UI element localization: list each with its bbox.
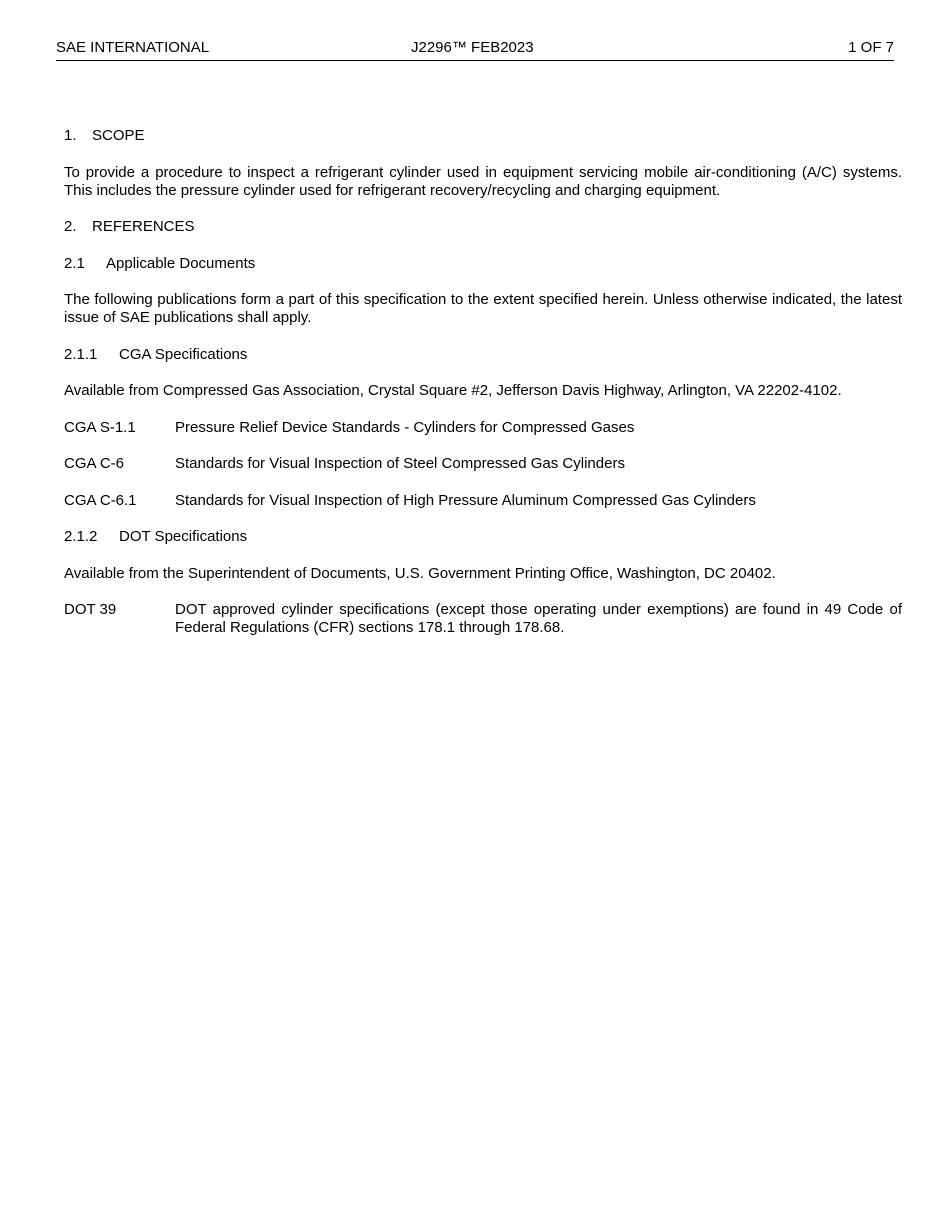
dot-availability-paragraph: Available from the Superintendent of Documents, U.S. Government Printing Office, Washington, DC 20402. <box>64 565 776 582</box>
section-heading-applicable-documents <box>64 255 902 273</box>
section-heading-cga-specifications <box>64 346 902 364</box>
reference-code: DOT 39 <box>64 601 117 618</box>
page-header <box>56 38 894 61</box>
section-number: 2.1.2 <box>64 528 98 545</box>
section-title: DOT Specifications <box>119 528 248 545</box>
reference-code: CGA C-6 <box>64 455 125 472</box>
section-number: 2.1 <box>64 255 85 272</box>
section-title: CGA Specifications <box>119 346 248 363</box>
header-doc-id: J2296™ FEB2023 <box>411 39 534 56</box>
header-page-number: 1 OF 7 <box>848 39 894 56</box>
section-number: 2.1.1 <box>64 346 98 363</box>
reference-description: Standards for Visual Inspection of Steel Compressed Gas Cylinders <box>175 455 625 472</box>
section-heading-scope <box>64 127 902 145</box>
cga-availability-paragraph: Available from Compressed Gas Association, Crystal Square #2, Jefferson Davis Highway, Arlington, VA 22202-4102. <box>64 382 842 399</box>
section-title: REFERENCES <box>92 218 195 235</box>
applicable-documents-paragraph: The following publications form a part of this specification to the extent specified herein. Unless otherwise indicated, the latest issue of SAE publications shall apply. <box>64 291 902 326</box>
section-number: 2. <box>64 218 77 235</box>
reference-description: DOT approved cylinder specifications (except those operating under exemptions) are found in 49 Code of Federal Regulations (CFR) sections 178.1 through 178.68. <box>175 601 902 636</box>
reference-code: CGA C-6.1 <box>64 492 137 509</box>
section-title: Applicable Documents <box>106 255 256 272</box>
reference-code: CGA S-1.1 <box>64 419 136 436</box>
section-number: 1. <box>64 127 77 144</box>
header-org: SAE INTERNATIONAL <box>56 39 210 56</box>
section-heading-dot-specifications <box>64 528 902 546</box>
reference-description: Standards for Visual Inspection of High Pressure Aluminum Compressed Gas Cylinders <box>175 492 756 509</box>
reference-description: Pressure Relief Device Standards - Cylinders for Compressed Gases <box>175 419 635 436</box>
scope-paragraph: To provide a procedure to inspect a refrigerant cylinder used in equipment servicing mobile air-conditioning (A/C) systems. This includes the pressure cylinder used for refrigerant recovery/recycling and charging equipment. <box>64 164 902 199</box>
section-heading-references <box>64 218 902 236</box>
section-title: SCOPE <box>92 127 145 144</box>
